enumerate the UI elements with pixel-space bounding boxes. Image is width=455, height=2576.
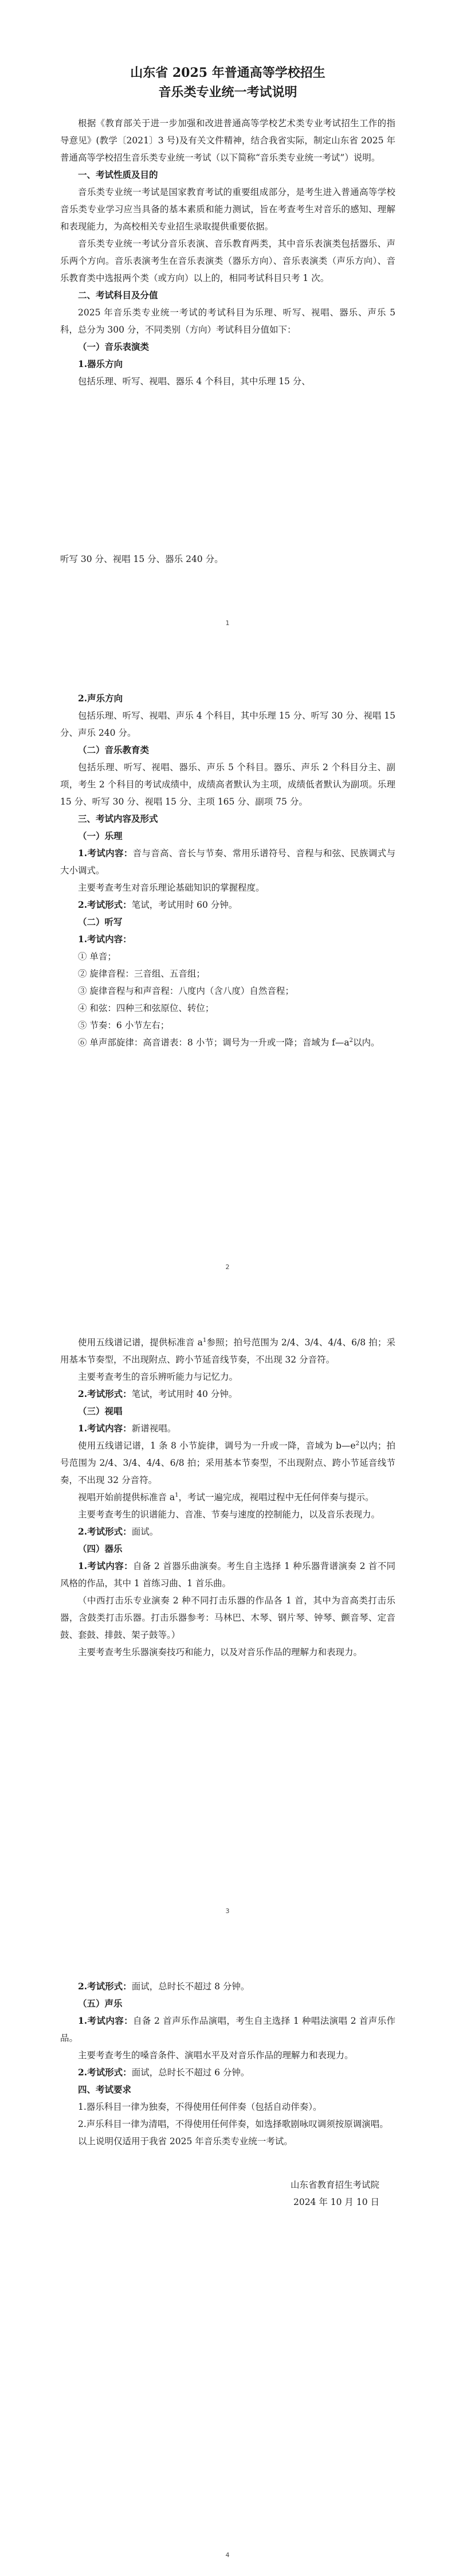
page-content (60, 1334, 395, 1661)
text-a: 使用五线谱记谱，提供标准音 a (78, 1337, 203, 1348)
value: 笔试，考试用时 40 分钟。 (131, 1389, 238, 1399)
label: 2.考试形式： (78, 1388, 132, 1399)
text-a: 使用五线谱记谱，1 条 8 小节旋律，调号为一升或一降，音域为 b—e (78, 1441, 356, 1451)
document-title (60, 63, 395, 102)
sight-singing-rules (60, 1489, 395, 1506)
list-item: ① 单音； (78, 951, 116, 962)
subsection-vocal-direction: 2.声乐方向 (78, 693, 123, 704)
section-2-heading: 二、考试科目及分值 (78, 290, 158, 300)
percussion-note: （中西打击乐专业演奏 2 种不同打击乐器的作品各 1 首，其中为音高类打击乐器，含鼓类打击乐器。打击乐器参考：马林巴、木琴、钢片琴、钟琴、颤音琴、定音鼓、套鼓、排鼓、架子鼓等。） (60, 1595, 395, 1640)
document-page-4 (0, 1932, 455, 2576)
value: 自备 2 首器乐曲演奏。考生自主选择 1 种乐器背谱演奏 2 首不同风格的作品，其中 1 首练习曲、1 首乐曲。 (60, 1561, 395, 1588)
label: 1.考试内容： (78, 1423, 132, 1434)
section-3-heading: 三、考试内容及形式 (78, 813, 158, 824)
text-b: 以内；拍号范围为 2/4、3/4、4/4、6/8 拍；采用基本节奏型，不出现附点、跨小节延音线节奏，不出现 32 分音符。 (60, 1441, 395, 1485)
page-number: 2 (225, 1263, 230, 1271)
instrumental-form (60, 1978, 395, 1995)
page-number: 4 (225, 2551, 230, 2559)
page-gap (60, 390, 395, 551)
section-1-paragraph-2: 音乐类专业统一考试分音乐表演、音乐教育两类，其中音乐表演类包括器乐、声乐两个方向。音乐表演考生在音乐表演类（器乐方向）、音乐表演类（声乐方向）、音乐教育类中选报两个类（或方向）以上的，相同考试科目只考 1 次。 (60, 239, 395, 283)
octave-mark: 1 (202, 1337, 207, 1344)
intro-paragraph: 根据《教育部关于进一步加强和改进普通高等学校艺术类专业考试招生工作的指导意见》(教学〔2021〕3 号)及有关文件精神，结合我省实际，制定山东省 2025 年普通高等学校招生音乐类专业统一考试（以下简称“音乐类专业统一考试”）说明。 (60, 118, 395, 163)
instrumental-content (60, 1558, 395, 1592)
education-text: 包括乐理、听写、视唱、器乐、声乐 5 个科目。器乐、声乐 2 个科目分主、副项，考生 2 个科目的考试成绩中，成绩高者默认为主项，成绩低者默认为副项。乐理 15 分、听写 30 分、视唱 15 分、主项 165 分、副项 75 分。 (60, 762, 395, 807)
page-content (60, 63, 395, 568)
music-theory-content (60, 845, 395, 879)
signature-block (60, 2176, 395, 2211)
subsection-instrument-direction: 1.器乐方向 (78, 358, 123, 369)
document-page-1 (0, 0, 455, 644)
subsection-vocal: （五）声乐 (78, 1998, 123, 2009)
page-content (60, 1978, 395, 2211)
subsection-education: （二）音乐教育类 (78, 744, 150, 755)
item-tail: 以内。 (353, 1037, 380, 1048)
text-b: ，考试一遍完成，视唱过程中无任何伴奏与提示。 (178, 1492, 374, 1502)
title-line-1: 山东省 2025 年普通高等学校招生 (130, 65, 325, 80)
requirement-1: 1.器乐科目一律为独奏，不得使用任何伴奏（包括自动伴奏）。 (78, 2102, 322, 2112)
text-b: 参照；拍号范围为 2/4、3/4、4/4、6/8 拍；采用基本节奏型，不出现附点、跨小节延音线节奏，不出现 32 分音符。 (60, 1337, 396, 1365)
instrument-direction-text-end: 听写 30 分、视唱 15 分、器乐 240 分。 (60, 554, 223, 564)
dictation-notation-text (60, 1334, 395, 1368)
value: 面试，总时长不超过 8 分钟。 (131, 1981, 250, 1992)
page-number: 1 (225, 619, 230, 627)
applicability-note: 以上说明仅适用于我省 2025 年音乐类专业统一考试。 (78, 2136, 293, 2146)
octave-mark: 2 (349, 1037, 353, 1044)
label: 1.考试内容： (78, 1560, 133, 1571)
value: 音与音高、音长与节奏、常用乐谱符号、音程与和弦、民族调式与大小调式。 (60, 848, 395, 876)
dictation-purpose: 主要考查考生的音乐辨听能力与记忆力。 (78, 1372, 238, 1382)
sight-singing-purpose: 主要考查考生的识谱能力、音准、节奏与速度的控制能力，以及音乐表现力。 (78, 1509, 381, 1520)
label: 2.考试形式： (78, 1981, 132, 1992)
signature-date: 2024 年 10 月 10 日 (293, 2197, 379, 2207)
text-a: 视唱开始前提供标准音 a (78, 1492, 175, 1502)
dictation-form (60, 1385, 395, 1403)
vocal-direction-text: 包括乐理、听写、视唱、声乐 4 个科目，其中乐理 15 分、听写 30 分、视唱 15 分、声乐 240 分。 (60, 711, 395, 738)
label: 1.考试内容： (78, 2015, 133, 2026)
sight-singing-form (60, 1523, 395, 1540)
sight-singing-content (60, 1420, 395, 1437)
sight-singing-notation (60, 1437, 395, 1489)
label: 2.考试形式： (78, 899, 132, 910)
document-page-2 (0, 644, 455, 1288)
subsection-music-theory: （一）乐理 (78, 830, 123, 841)
page-number: 3 (225, 1907, 230, 1915)
list-item (60, 1034, 395, 1051)
label: 2.考试形式： (78, 1526, 132, 1537)
value: 自备 2 首声乐作品演唱，考生自主选择 1 种唱法演唱 2 首声乐作品。 (60, 2016, 395, 2043)
subsection-sight-singing: （三）视唱 (78, 1406, 123, 1416)
list-item: ③ 旋律音程与和声音程：八度内（含八度）自然音程； (78, 986, 294, 996)
subsection-performance: （一）音乐表演类 (78, 341, 150, 352)
instrumental-purpose: 主要考查考生乐器演奏技巧和能力，以及对音乐作品的理解力和表现力。 (78, 1647, 363, 1657)
subsection-dictation: （二）听写 (78, 916, 123, 927)
section-1-heading: 一、考试性质及目的 (78, 169, 158, 180)
list-item: ④ 和弦：四种三和弦原位、转位； (78, 1003, 214, 1013)
vocal-form (60, 2064, 395, 2081)
instrument-direction-text-start: 包括乐理、听写、视唱、器乐 4 个科目，其中乐理 15 分、 (78, 376, 311, 387)
dictation-content-label: 1.考试内容： (78, 934, 132, 944)
requirement-2: 2.声乐科目一律为清唱，不得使用任何伴奏，如选择歌剧咏叹调须按原调演唱。 (78, 2119, 389, 2129)
octave-mark: 1 (175, 1492, 179, 1498)
value: 笔试，考试用时 60 分钟。 (131, 900, 238, 910)
music-theory-purpose: 主要考查考生对音乐理论基础知识的掌握程度。 (78, 883, 265, 893)
value: 面试。 (131, 1527, 159, 1537)
music-theory-form (60, 896, 395, 914)
section-1-paragraph-1: 音乐类专业统一考试是国家教育考试的重要组成部分，是考生进入普通高等学校音乐类专业学习应当具备的基本素质和能力测试，旨在考查考生对音乐的感知、理解和表现能力，为高校相关专业招生录取提供重要依据。 (60, 187, 395, 232)
vocal-content (60, 2012, 395, 2047)
section-4-heading: 四、考试要求 (78, 2084, 132, 2095)
subsection-instrumental: （四）器乐 (78, 1543, 123, 1554)
page-content (60, 690, 395, 1051)
document-page-3 (0, 1288, 455, 1932)
item-text: ⑥ 单声部旋律：高音谱表：8 小节；调号为一升或一降；音域为 f—a (78, 1037, 350, 1048)
value: 面试，总时长不超过 6 分钟。 (131, 2067, 250, 2078)
title-line-2: 音乐类专业统一考试说明 (158, 85, 297, 100)
signature-organization: 山东省教育招生考试院 (290, 2180, 379, 2190)
vocal-purpose: 主要考查考生的嗓音条件、演唱水平及对音乐作品的理解力和表现力。 (78, 2050, 354, 2060)
label: 2.考试形式： (78, 2067, 132, 2078)
section-2-paragraph: 2025 年音乐类专业统一考试的考试科目为乐理、听写、视唱、器乐、声乐 5 科，总分为 300 分，不同类别（方向）考试科目分值如下： (60, 307, 395, 335)
list-item: ⑤ 节奏：6 小节左右； (78, 1020, 170, 1031)
octave-mark: 2 (355, 1440, 359, 1447)
value: 新谱视唱。 (131, 1423, 176, 1434)
label: 1.考试内容： (78, 848, 133, 858)
list-item: ② 旋律音程：三音组、五音组； (78, 969, 205, 979)
